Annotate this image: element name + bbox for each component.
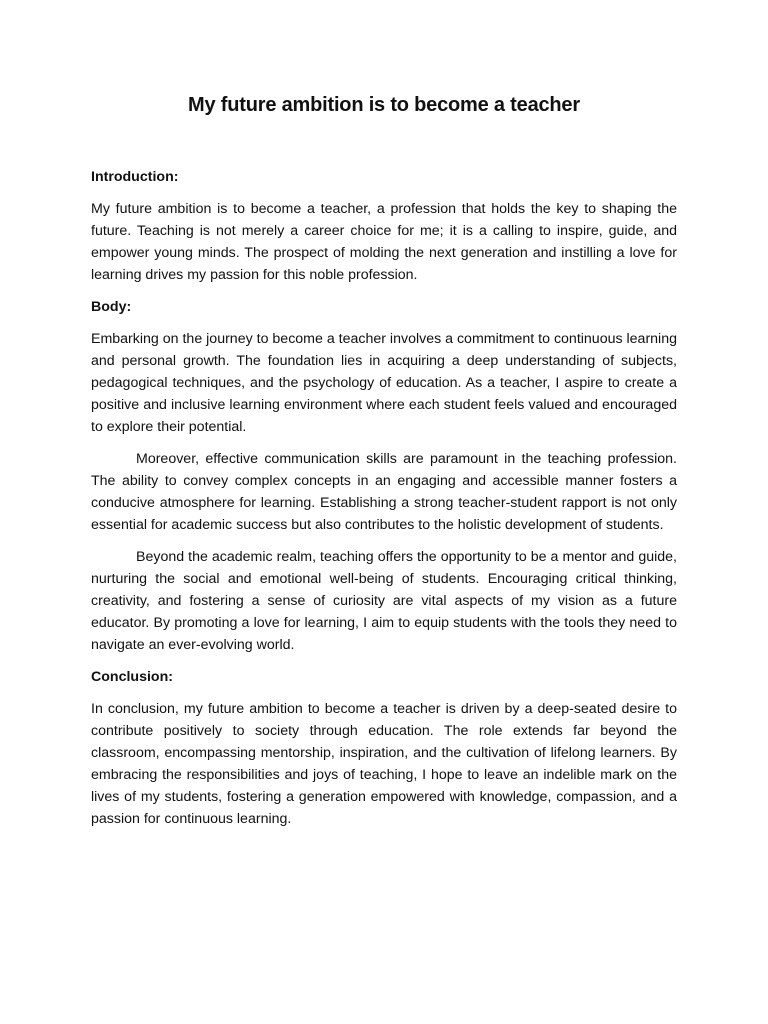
body-heading: Body:	[91, 299, 132, 315]
body-paragraph-2: Moreover, effective communication skills are paramount in the teaching profession. The ability to convey complex concepts in an engaging and accessible manner fosters a conducive atmosphere for learning. Establishing a strong teacher-student rapport is not only essential for academic success but also contributes to the holistic development of students.	[91, 451, 677, 533]
conclusion-heading: Conclusion:	[91, 669, 173, 685]
introduction-heading: Introduction:	[91, 169, 179, 185]
body-paragraph-1: Embarking on the journey to become a teacher involves a commitment to continuous learning and personal growth. The foundation lies in acquiring a deep understanding of subjects, pedagogical techniques, and the psychology of education. As a teacher, I aspire to create a positive and inclusive learning environment where each student feels valued and encouraged to explore their potential.	[91, 331, 677, 435]
document-body	[91, 166, 677, 840]
document-title: My future ambition is to become a teacher	[188, 94, 580, 116]
conclusion-paragraph: In conclusion, my future ambition to become a teacher is driven by a deep-seated desire to contribute positively to society through education. The role extends far beyond the classroom, encompassing mentorship, inspiration, and the cultivation of lifelong learners. By embracing the responsibilities and joys of teaching, I hope to leave an indelible mark on the lives of my students, fostering a generation empowered with knowledge, compassion, and a passion for continuous learning.	[91, 701, 677, 827]
introduction-paragraph: My future ambition is to become a teacher, a profession that holds the key to shaping the future. Teaching is not merely a career choice for me; it is a calling to inspire, guide, and empower young minds. The prospect of molding the next generation and instilling a love for learning drives my passion for this noble profession.	[91, 201, 677, 283]
body-paragraph-3: Beyond the academic realm, teaching offers the opportunity to be a mentor and guide, nurturing the social and emotional well-being of students. Encouraging critical thinking, creativity, and fostering a sense of curiosity are vital aspects of my vision as a future educator. By promoting a love for learning, I aim to equip students with the tools they need to navigate an ever-evolving world.	[91, 549, 677, 653]
